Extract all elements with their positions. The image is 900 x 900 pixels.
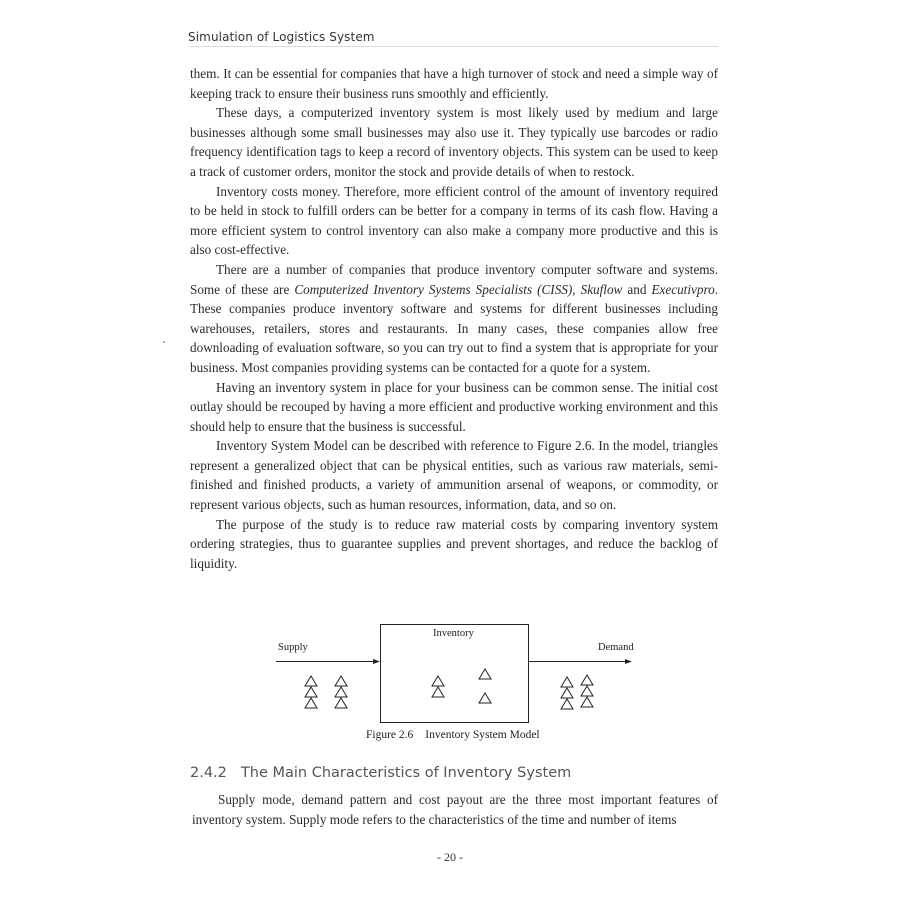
triangle bbox=[305, 676, 317, 686]
paragraph-companies bbox=[190, 260, 718, 378]
section-title: The Main Characteristics of Inventory System bbox=[240, 765, 572, 781]
company-names: Computerized Inventory Systems Specialists (CISS), Skuflow bbox=[294, 281, 623, 297]
triangle bbox=[305, 698, 317, 708]
triangle bbox=[335, 676, 347, 686]
caption-title: Inventory System Model bbox=[425, 729, 540, 741]
paragraph: them. It can be essential for companies that have a high turnover of stock and need a simple way of keeping track to ensure their business runs smoothly and efficiently. bbox=[190, 66, 718, 101]
company-name: Executivpro bbox=[651, 281, 715, 297]
triangle bbox=[581, 686, 593, 696]
triangle bbox=[335, 687, 347, 697]
triangle bbox=[561, 699, 573, 709]
triangle bbox=[561, 677, 573, 687]
page-number: - 20 - bbox=[437, 850, 463, 864]
paragraph: Supply mode, demand pattern and cost payout are the three most important features of inventory system. Supply mode refers to the characteristics of the time and number of items bbox=[192, 792, 718, 827]
demand-arrowhead bbox=[625, 659, 632, 664]
triangle bbox=[581, 675, 593, 685]
triangle bbox=[479, 693, 491, 703]
triangle bbox=[432, 676, 444, 686]
inventory-box bbox=[381, 625, 529, 723]
paragraph: Having an inventory system in place for your business can be common sense. The initial cost outlay should be recouped by having a more efficient and productive working environment and this should help to ensure that the business is successful. bbox=[190, 379, 718, 434]
header-rule bbox=[188, 46, 718, 47]
running-header: Simulation of Logistics System bbox=[188, 30, 375, 44]
text-span: There are a number of companies that produce inventory computer software and systems. Some of these are bbox=[190, 261, 718, 297]
paragraph: The purpose of the study is to reduce raw material costs by comparing inventory system ordering strategies, thus to guarantee supplies and prevent shortages, and reduce the backlog of liquidity. bbox=[190, 516, 718, 571]
caption-number: Figure 2.6 bbox=[366, 729, 414, 741]
section-heading bbox=[190, 765, 571, 781]
paragraph: Inventory System Model can be described with reference to Figure 2.6. In the model, triangles represent a generalized object that can be physical entities, such as various raw materials, semi-finished and finished products, a variety of ammunition arsenal of weapons, or commodity, or represent various objects, such as human resources, information, data, and so on. bbox=[190, 438, 718, 513]
margin-speck bbox=[163, 341, 165, 343]
triangle bbox=[305, 687, 317, 697]
triangle bbox=[561, 688, 573, 698]
paragraph: These days, a computerized inventory system is most likely used by medium and large businesses although some small businesses may also use it. They typically use barcodes or radio frequency identification tags to keep a record of inventory objects. This system can be used to keep a track of customer orders, monitor the stock and provide details of when to restock. bbox=[190, 105, 718, 179]
triangle bbox=[581, 697, 593, 707]
triangle bbox=[335, 698, 347, 708]
figure-caption bbox=[366, 729, 540, 741]
supply-label: Supply bbox=[278, 642, 308, 653]
demand-label: Demand bbox=[598, 642, 634, 653]
text-span: . These companies produce inventory software and systems for different businesses including warehouses, retailers, stores and restaurants. In many cases, these companies allow free downloading of evaluation software, so you can try out to find a system that is appropriate for your business. Most companies providing systems can be contacted for a quote for a system. bbox=[190, 281, 718, 375]
paragraph: Inventory costs money. Therefore, more efficient control of the amount of inventory required to be held in stock to fulfill orders can be better for a company in terms of its cash flow. Having a more efficient system to control inventory can also make a company more productive and this is also cost-effective. bbox=[190, 183, 718, 258]
inventory-box-label: Inventory bbox=[433, 628, 474, 639]
text-span: and bbox=[622, 281, 652, 297]
body-text bbox=[190, 64, 718, 573]
triangle bbox=[432, 687, 444, 697]
section-number: 2.4.2 bbox=[190, 765, 227, 781]
triangle bbox=[479, 669, 491, 679]
section-text bbox=[192, 790, 718, 830]
supply-arrowhead bbox=[373, 659, 380, 664]
